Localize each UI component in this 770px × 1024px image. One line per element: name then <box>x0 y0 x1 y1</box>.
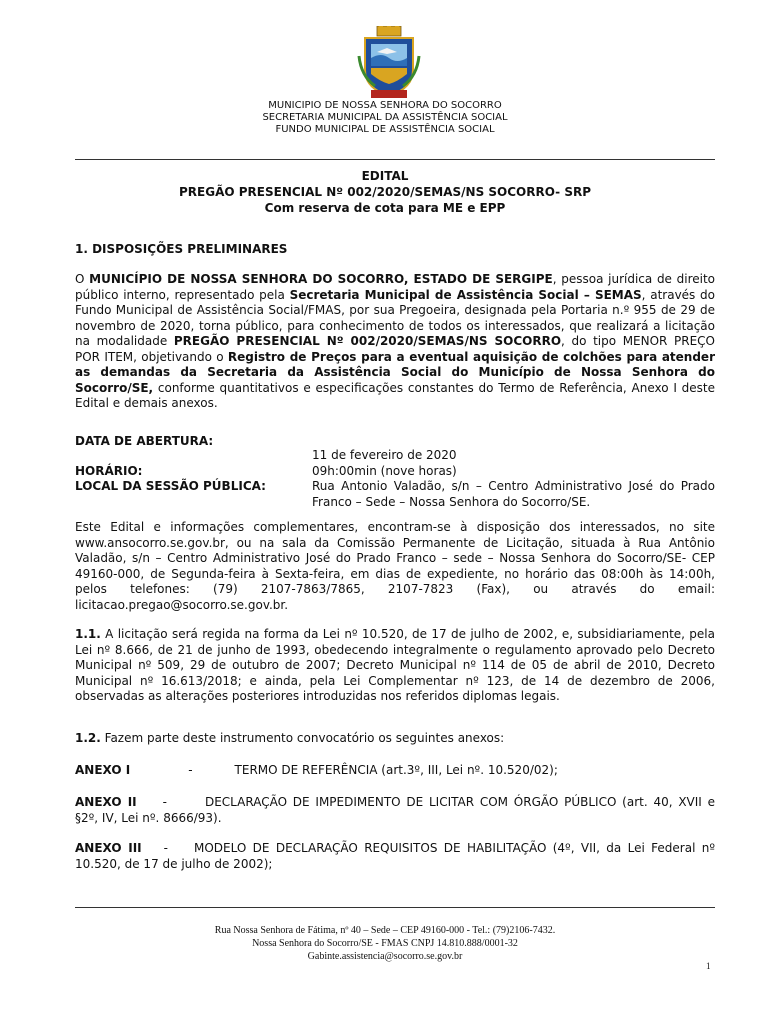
local-value: Rua Antonio Valadão, s/n – Centro Administrativo José do Prado Franco – Sede – Nossa Senhora do Socorro/SE. <box>312 479 715 509</box>
pregao-title: PREGÃO PRESENCIAL Nº 002/2020/SEMAS/NS SOCORRO- SRP <box>179 185 591 199</box>
paragraph-1-1: 1.1. A licitação será regida na forma da Lei nº 10.520, de 17 de julho de 2002, e, subsidiariamente, pela Lei nº 8.666, de 21 de junho de 1993, obedecendo integralmente o regulamento aprovado pelo Decreto Municipal nº 509, 29 de outubro de 2007; Decreto Municipal nº 114 de 05 de abril de 2010, Decreto Municipal nº 16.613/2018; e ainda, pela Lei Complementar nº 123, de 14 de dezembro de 2006, observadas as alterações posteriores introduzidas nos referidos diplomas legais. <box>75 627 715 703</box>
header-divider <box>75 159 715 160</box>
municipal-crest-icon <box>357 26 421 102</box>
annex-item: ANEXO II - DECLARAÇÃO DE IMPEDIMENTO DE LICITAR COM ÓRGÃO PÚBLICO (art. 40, XVII e §2º, IV, Lei nº. 8666/93). <box>75 795 715 825</box>
horario-label: HORÁRIO: <box>75 464 143 478</box>
footer-email: Gabinte.assistencia@socorro.se.gov.br <box>307 951 463 962</box>
footer-cnpj: Nossa Senhora do Socorro/SE - FMAS CNPJ 14.810.888/0001-32 <box>252 938 518 949</box>
header-municipality: MUNICIPIO DE NOSSA SENHORA DO SOCORRO <box>268 100 502 111</box>
edital-title: EDITAL <box>361 169 409 183</box>
header-fund: FUNDO MUNICIPAL DE ASSISTÊNCIA SOCIAL <box>275 124 495 135</box>
footer-divider <box>75 907 715 908</box>
paragraph-1-2: 1.2. Fazem parte deste instrumento convocatório os seguintes anexos: <box>75 731 505 745</box>
horario-value: 09h:00min (nove horas) <box>312 464 457 478</box>
section-heading: 1. DISPOSIÇÕES PRELIMINARES <box>75 242 288 256</box>
intro-paragraph: O MUNICÍPIO DE NOSSA SENHORA DO SOCORRO, ESTADO DE SERGIPE, pessoa jurídica de direito público interno, representado pela Secretaria Municipal de Assistência Social – SEMAS, através do Fundo Municipal de Assistência Social/FMAS, por sua Pregoeira, designada pela Portaria n.º 955 de 29 de novembro de 2020, torna público, para conhecimento de todos os interessados, que realizará a licitação na modalidade PREGÃO PRESENCIAL Nº 002/2020/SEMAS/NS SOCORRO, do tipo MENOR PREÇO POR ITEM, objetivando o Registro de Preços para a eventual aquisição de colchões para atender as demandas da Secretaria da Assistência Social do Município de Nossa Senhora do Socorro/SE, conforme quantitativos e especificações constantes do Termo de Referência, Anexo I deste Edital e demais anexos. <box>75 272 716 410</box>
header-secretariat: SECRETARIA MUNICIPAL DA ASSISTÊNCIA SOCIAL <box>262 112 508 123</box>
page-number: 1 <box>706 961 711 971</box>
abertura-label: DATA DE ABERTURA: <box>75 434 214 448</box>
annex-item: ANEXO III - MODELO DE DECLARAÇÃO REQUISITOS DE HABILITAÇÃO (4º, VII, da Lei Federal nº 10.520, de 17 de julho de 2002); <box>75 841 715 871</box>
session-info <box>75 434 715 514</box>
footer-address: Rua Nossa Senhora de Fátima, nº 40 – Sede – CEP 49160-000 - Tel.: (79)2106-7432. <box>214 925 556 936</box>
annex-item: ANEXO I - TERMO DE REFERÊNCIA (art.3º, III, Lei nº. 10.520/02); <box>75 763 558 777</box>
cota-subtitle: Com reserva de cota para ME e EPP <box>264 201 506 215</box>
abertura-value: 11 de fevereiro de 2020 <box>312 448 457 462</box>
availability-paragraph: Este Edital e informações complementares, encontram-se à disposição dos interessados, no site www.ansocorro.se.gov.br, ou na sala da Comissão Permanente de Licitação, situada à Rua Antônio Valadão, s/n – Centro Administrativo José do Prado Franco – sede – Nossa Senhora do Socorro/SE- CEP 49160-000, de Segunda-feira à Sexta-feira, em dias de expediente, no horário das 08:00h às 14:00h, pelos telefones: (79) 2107-7863/7865, 2107-7823 (Fax), ou através do email: licitacao.pregao@socorro.se.gov.br. <box>75 520 715 612</box>
local-label: LOCAL DA SESSÃO PÚBLICA: <box>75 479 266 493</box>
